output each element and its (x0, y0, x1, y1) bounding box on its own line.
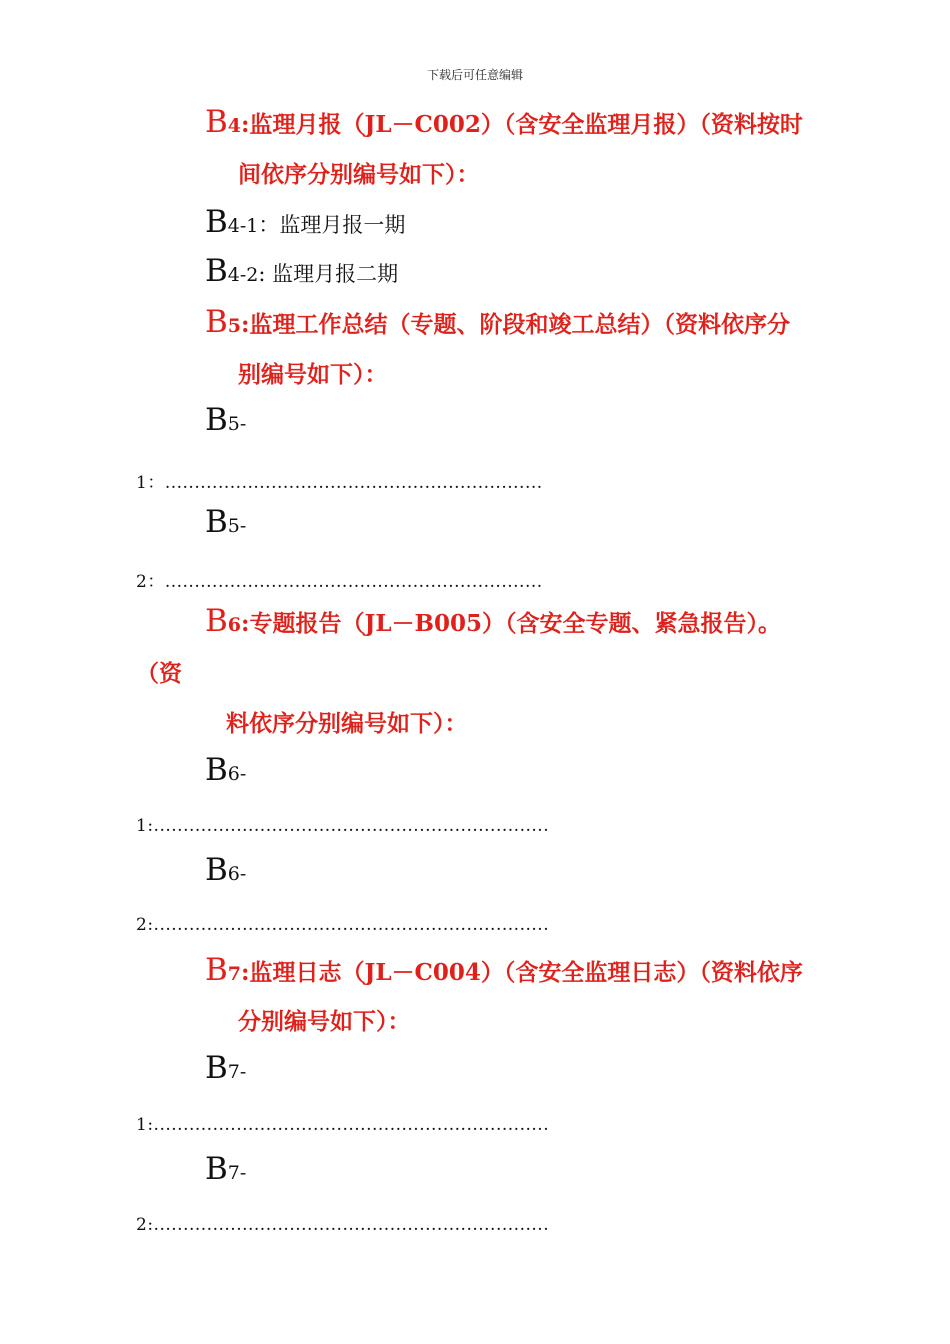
section-b6-heading (205, 603, 781, 639)
item-number: 7- (227, 1061, 247, 1083)
item-text: ：监理月报一期 (258, 213, 406, 237)
section-b4-heading-cont: 间依序分别编号如下）： (238, 161, 480, 188)
item-letter: B (205, 253, 228, 289)
item-number: 4-2 (227, 264, 259, 286)
item-b5-1-line: 1：................................................................ (136, 473, 543, 493)
section-b5-heading (205, 304, 790, 340)
section-b7-heading (205, 952, 803, 988)
section-b6-heading-cont: （资 (136, 660, 182, 687)
item-number: 4-1 (227, 215, 259, 237)
section-number: 7 (227, 963, 242, 985)
section-b7-heading-cont: 分别编号如下）： (238, 1008, 411, 1035)
section-title: :监理月报（JL－C002）（含安全监理月报）（资料按时 (241, 111, 803, 138)
item-number: 6- (227, 863, 247, 885)
section-b4-heading (205, 104, 803, 140)
section-letter: B (205, 603, 228, 639)
page-header: 下载后可任意编辑 (426, 68, 523, 82)
section-title: :监理日志（JL－C004）（含安全监理日志）（资料依序 (241, 959, 803, 986)
item-letter: B (205, 1151, 228, 1187)
item-b7-2-label (205, 1151, 246, 1187)
section-number: 6 (227, 614, 242, 636)
item-number: 6- (227, 763, 247, 785)
section-letter: B (205, 304, 228, 340)
item-b5-2-line: 2：................................................................ (136, 572, 543, 592)
item-b5-1-label (205, 402, 246, 438)
item-letter: B (205, 402, 228, 438)
item-letter: B (205, 204, 228, 240)
item-letter: B (205, 1050, 228, 1086)
section-number: 5 (227, 315, 242, 337)
item-b4-2 (205, 253, 398, 289)
item-b6-2-line: 2:................................................................... (136, 915, 550, 935)
item-letter: B (205, 852, 228, 888)
item-b6-2-label (205, 852, 246, 888)
section-b6-heading-cont2: 料依序分别编号如下）： (226, 710, 468, 737)
item-b7-1-label (205, 1050, 246, 1086)
section-letter: B (205, 104, 228, 140)
item-number: 5- (227, 413, 247, 435)
section-title: :监理工作总结（专题、阶段和竣工总结）（资料依序分 (241, 311, 791, 338)
item-number: 7- (227, 1162, 247, 1184)
section-b5-heading-cont: 别编号如下）： (238, 361, 388, 388)
item-b7-2-line: 2:................................................................... (136, 1215, 550, 1235)
item-text: : 监理月报二期 (258, 262, 399, 286)
item-b6-1-label (205, 752, 246, 788)
section-title: :专题报告（JL－B005）（含安全专题、紧急报告）。 (241, 610, 782, 637)
section-number: 4 (227, 115, 242, 137)
item-letter: B (205, 504, 228, 540)
item-number: 5- (227, 515, 247, 537)
section-letter: B (205, 952, 228, 988)
item-b7-1-line: 1:................................................................... (136, 1115, 550, 1135)
item-b6-1-line: 1:................................................................... (136, 816, 550, 836)
item-letter: B (205, 752, 228, 788)
item-b4-1 (205, 204, 405, 240)
item-b5-2-label (205, 504, 246, 540)
